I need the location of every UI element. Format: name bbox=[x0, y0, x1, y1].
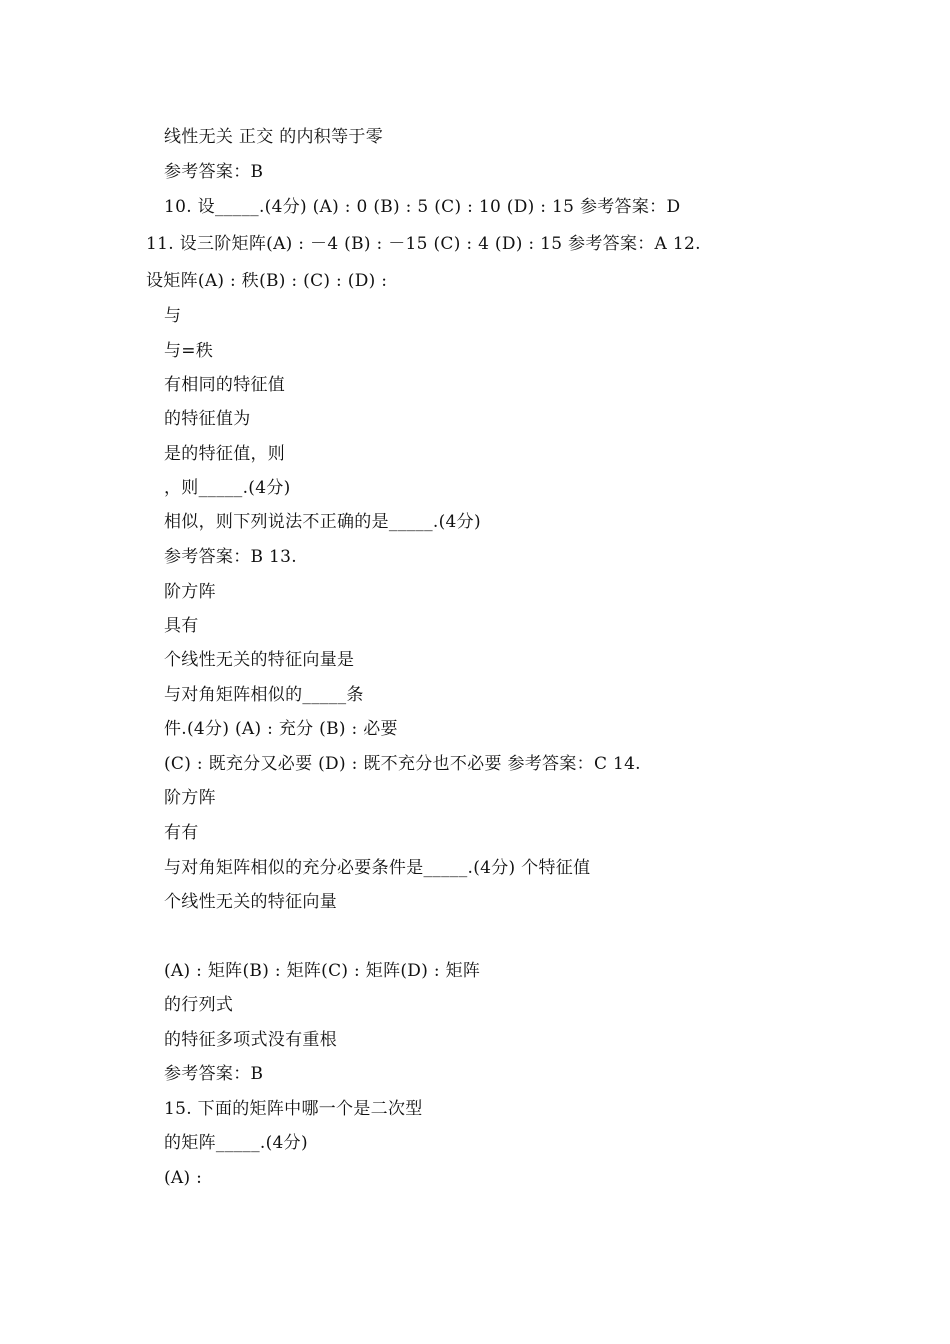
text-line: 个线性无关的特征向量 bbox=[164, 892, 337, 912]
text-line: 阶方阵 bbox=[164, 788, 216, 808]
text-line: 的特征值为 bbox=[164, 409, 251, 429]
text-line: ，则_____.(4分) bbox=[164, 478, 291, 498]
answer-line: 参考答案：B bbox=[164, 1064, 264, 1084]
text-line: 有有 bbox=[164, 823, 199, 843]
text-line: 线性无关 正交 的内积等于零 bbox=[164, 127, 384, 147]
text-line: 的行列式 bbox=[164, 995, 234, 1015]
text-line: 与对角矩阵相似的_____条 bbox=[164, 685, 364, 705]
text-line: 有相同的特征值 bbox=[164, 375, 286, 395]
text-line: 是的特征值，则 bbox=[164, 444, 286, 464]
text-line: 与 bbox=[164, 306, 182, 326]
answer-line: 参考答案：B bbox=[164, 162, 264, 182]
text-line: 阶方阵 bbox=[164, 582, 216, 602]
text-line: 具有 bbox=[164, 616, 199, 636]
options-line: (A) : bbox=[164, 1168, 203, 1188]
options-line: (A) : 矩阵(B) : 矩阵(C) : 矩阵(D) : 矩阵 bbox=[164, 961, 481, 981]
text-line: 的矩阵_____.(4分) bbox=[164, 1133, 308, 1153]
question-12-options: 设矩阵(A) : 秩(B) : (C) : (D) : bbox=[146, 271, 388, 291]
options-line: 件.(4分) (A) : 充分 (B) : 必要 bbox=[164, 719, 398, 739]
question-10: 10. 设_____.(4分) (A) : 0 (B) : 5 (C) : 10 (D) : 15 参考答案：D bbox=[164, 197, 681, 217]
question-11: 11. 设三阶矩阵(A) : －4 (B) : －15 (C) : 4 (D) : 15 参考答案：A 12. bbox=[146, 234, 701, 254]
text-line: 相似，则下列说法不正确的是_____.(4分) bbox=[164, 512, 481, 532]
text-line: 与=秩 bbox=[164, 341, 214, 361]
text-line: 个线性无关的特征向量是 bbox=[164, 650, 355, 670]
question-15: 15. 下面的矩阵中哪一个是二次型 bbox=[164, 1099, 423, 1119]
text-line: 与对角矩阵相似的充分必要条件是_____.(4分) 个特征值 bbox=[164, 858, 591, 878]
text-line: 的特征多项式没有重根 bbox=[164, 1030, 337, 1050]
options-line: (C) : 既充分又必要 (D) : 既不充分也不必要 参考答案：C 14. bbox=[164, 754, 641, 774]
answer-line: 参考答案：B 13. bbox=[164, 547, 297, 567]
